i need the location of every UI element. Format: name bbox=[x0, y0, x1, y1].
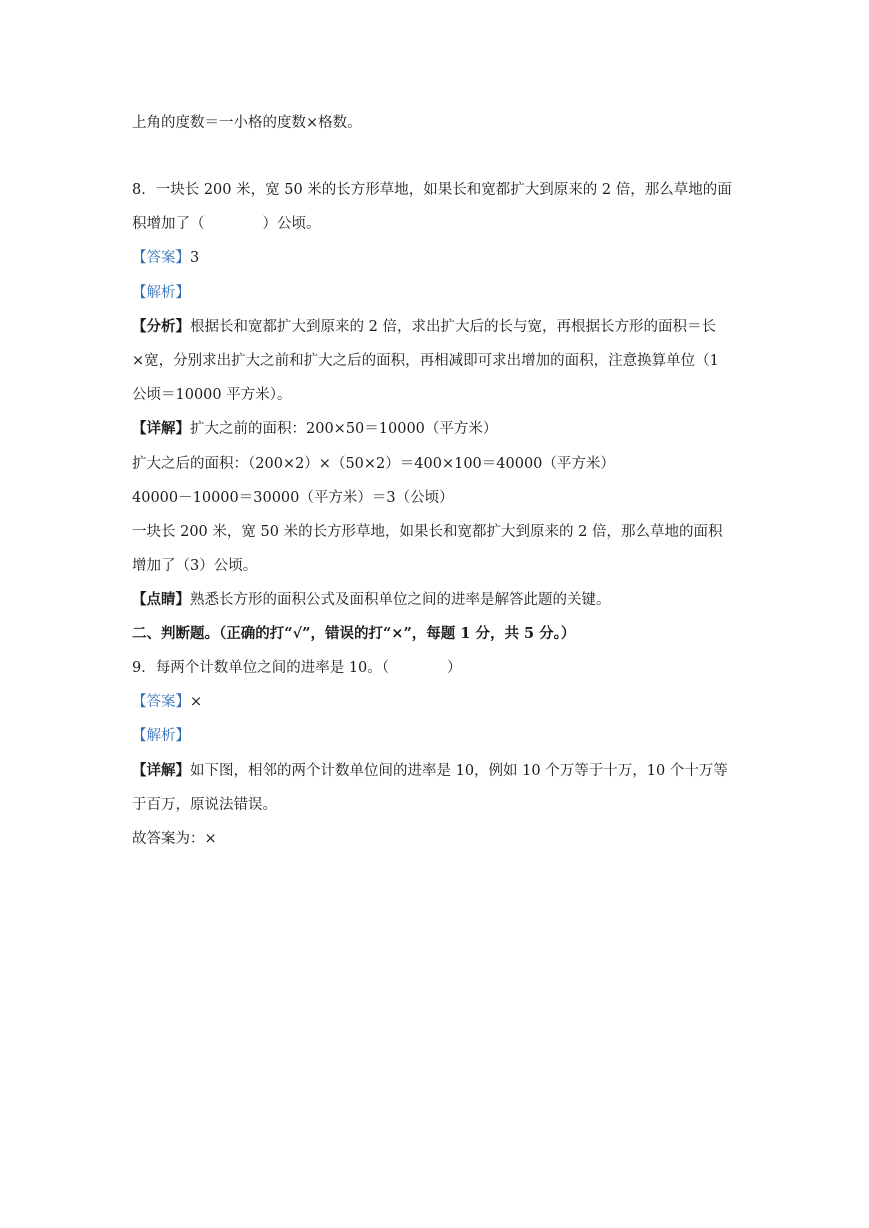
analysis-8-tag bbox=[132, 283, 190, 303]
xiangjie-text: 扩大之前的面积：200×50＝10000（平方米） bbox=[190, 421, 498, 437]
answer-8 bbox=[132, 248, 199, 268]
question-9: 9．每两个计数单位之间的进率是 10。（ ） bbox=[132, 660, 462, 676]
fenxi-line-1 bbox=[132, 317, 716, 337]
dianjing-line bbox=[132, 590, 611, 610]
xiangjie-line-3: 40000－10000＝30000（平方米）＝3（公顷） bbox=[132, 490, 454, 506]
answer-value: 3 bbox=[190, 250, 200, 266]
analysis-tag: 【解析】 bbox=[132, 285, 190, 301]
fenxi-line-2: ×宽，分别求出扩大之前和扩大之后的面积，再相减即可求出增加的面积，注意换算单位（1 bbox=[132, 353, 719, 369]
xiangjie-line-5: 增加了（3）公顷。 bbox=[132, 558, 258, 574]
fenxi-text: 根据长和宽都扩大到原来的 2 倍，求出扩大后的长与宽，再根据长方形的面积＝长 bbox=[190, 319, 716, 335]
xiangjie-line-2: 扩大之后的面积：（200×2）×（50×2）＝400×100＝40000（平方米） bbox=[132, 456, 615, 472]
analysis-9-tag bbox=[132, 726, 190, 746]
xiangjie-text: 如下图，相邻的两个计数单位间的进率是 10，例如 10 个万等于十万，10 个十万等 bbox=[190, 763, 728, 779]
xiangjie-9-line-2: 于百万，原说法错误。 bbox=[132, 797, 277, 813]
dianjing-text: 熟悉长方形的面积公式及面积单位之间的进率是解答此题的关键。 bbox=[190, 592, 611, 608]
xiangjie-line-4: 一块长 200 米，宽 50 米的长方形草地，如果长和宽都扩大到原来的 2 倍，那么草地的面积 bbox=[132, 524, 723, 540]
question-8-line-1: 8．一块长 200 米，宽 50 米的长方形草地，如果长和宽都扩大到原来的 2 倍，那么草地的面 bbox=[132, 182, 732, 198]
analysis-tag: 【解析】 bbox=[132, 728, 190, 744]
fenxi-line-3: 公顷＝10000 平方米）。 bbox=[132, 387, 292, 403]
xiangjie-tag: 【详解】 bbox=[132, 762, 190, 779]
text-line: 上角的度数＝一小格的度数×格数。 bbox=[132, 115, 362, 131]
answer-tag: 【答案】 bbox=[132, 250, 190, 266]
answer-value: × bbox=[190, 694, 203, 710]
question-8-line-2: 积增加了（ ）公顷。 bbox=[132, 216, 321, 232]
dianjing-tag: 【点睛】 bbox=[132, 591, 190, 608]
answer-9 bbox=[132, 692, 202, 712]
final-answer: 故答案为：× bbox=[132, 831, 217, 847]
fenxi-tag: 【分析】 bbox=[132, 318, 190, 335]
section-2-heading: 二、判断题。（正确的打“√”，错误的打“×”，每题 1 分，共 5 分。） bbox=[132, 625, 576, 642]
xiangjie-line-1 bbox=[132, 419, 497, 439]
answer-tag: 【答案】 bbox=[132, 694, 190, 710]
xiangjie-tag: 【详解】 bbox=[132, 420, 190, 437]
xiangjie-9-line-1 bbox=[132, 761, 728, 781]
